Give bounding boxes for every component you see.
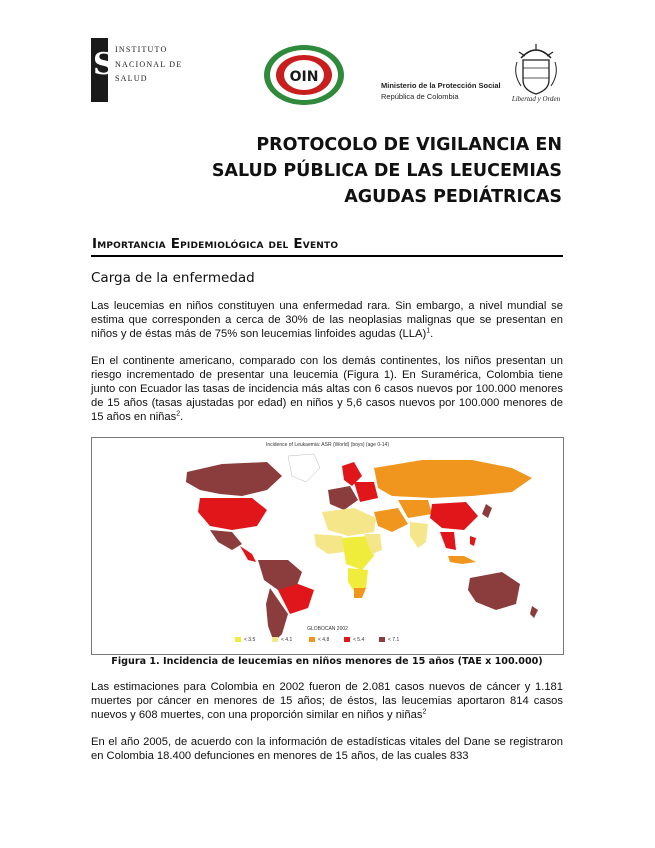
reference-mark: 2 [422,708,427,716]
institute-line: INSTITUTO [115,45,168,54]
legend-label: < 4.8 [318,637,330,643]
map-region-mexico [210,530,242,550]
title-line: PROTOCOLO DE VIGILANCIA EN [256,135,562,155]
map-region-greenland [288,454,320,482]
title-line: AGUDAS PEDIÁTRICAS [344,187,562,207]
map-region-philippines [470,536,476,546]
subheading: Carga de la enfermedad [91,270,255,286]
reference-mark: 1 [426,327,431,335]
map-region-australia [468,572,520,610]
paragraph-text: Las leucemias en niños constituyen una enfermedad rara. Sin embargo, a nivel mundial se estima que corresponden a cerca de 30% de las neoplasias malignas que se presentan en niños y de éstas más de 75% son leucemias linfoides agudas (LLA) [91,300,563,340]
title-line: SALUD PÚBLICA DE LAS LEUCEMIAS [211,161,562,181]
legend-swatch [344,637,350,642]
map-region-indonesia [448,556,476,564]
map-region-china [430,502,478,530]
legend-swatch [272,637,278,642]
legend-item [379,637,399,643]
institute-name [115,43,182,87]
map-source: GLOBOCAN 2002 [307,626,348,632]
map-region-usa [198,498,267,530]
map-title: Incidence of Leukaemia: ASR (World) (boys) (age 0-14) [265,442,390,448]
paragraph: En el año 2005, de acuerdo con la información de estadísticas vitales del Dane se registraron en Colombia 18.400 defunciones en menores de 15 años, de las cuales 833 [91,736,563,762]
legend-swatch [309,637,315,642]
map-region-russia [374,460,532,498]
map-region-southeast-asia [440,532,456,550]
legend-swatch [379,637,385,642]
map-region-central-asia [398,500,432,518]
legend-item [235,637,255,643]
legend-label: < 7.1 [388,637,400,643]
legend-swatch [235,637,241,642]
logo-s-mark: S [93,47,115,82]
map-region-western-europe [328,486,358,510]
legend-label: < 4.1 [281,637,293,643]
institute-line: NACIONAL DE [115,59,183,69]
legend-item [272,637,292,643]
shield-caption: Libertad y Orden [511,95,561,103]
legend-label: < 5.4 [353,637,365,643]
paragraph: Las leucemias en niños constituyen una enfermedad rara. Sin embargo, a nivel mundial se estima que corresponden a cerca de 30% de las neoplasias malignas que se presentan en niños y de éstas más de 75% son leucemias linfoides agudas (LLA)$^1$. [91,300,563,340]
map-region-central-america [240,546,256,562]
map-region-new-zealand [530,606,538,618]
reference-mark: 2 [176,410,181,418]
section-heading: Importancia Epidemiológica del Evento [92,236,339,252]
map-region-west-africa [314,534,344,554]
oin-emblem-logo [263,44,345,106]
document-title [212,132,562,210]
paragraph: En el continente americano, comparado con los demás continentes, los niños presentan un riesgo incrementado de presentar una leucemia (Figura 1). En Suramérica, Colombia tiene junto con Ecuador las tasas de incidencia más altas con 6 casos nuevos por 100.000 menores de 15 años (tasas ajustadas por edad) en niños y 5,6 casos nuevos por 100.000 menores de 15 años en niñas$^2$. [91,355,563,423]
paragraph-text: Las estimaciones para Colombia en 2002 fueron de 2.081 casos nuevos de cáncer y 1.181 muertes por cáncer en menores de 15 años; de éstos, las leucemias aportaron 814 casos nuevos y 608 muertes, con una proporción similar en niños y niñas [91,681,563,721]
map-region-south-africa [354,588,366,598]
paragraph [91,680,563,722]
ministry-title: Ministerio de la Protección Social [381,81,501,90]
ministry-block [381,80,501,102]
legend-item [309,637,329,643]
map-region-japan [482,504,492,518]
map-region-middle-east [374,508,408,532]
legend-item [344,637,364,643]
ministry-subtitle: República de Colombia [381,92,459,101]
oin-logo-text: OIN [289,69,319,85]
map-region-india [410,522,428,548]
paragraph-text: En el continente americano, comparado con los demás continentes, los niños presentan un riesgo incrementado de presentar una leucemia (Figura 1). En Suramérica, Colombia tiene junto con Ecuador las tasas de incidencia más altas con 6 casos nuevos por 100.000 menores de 15 años (tasas ajustadas por edad) en niños y 5,6 casos nuevos por 100.000 menores de 15 años en niñas [91,355,563,423]
map-region-canada [186,462,282,496]
instituto-nacional-salud-logo [91,38,191,102]
world-map-graphic [92,438,563,654]
legend-label: < 3.5 [244,637,256,643]
colombia-shield-icon [511,40,561,102]
institute-line: SALUD [115,74,148,83]
map-region-north-africa [322,508,376,536]
map-region-eastern-europe [354,482,378,502]
figure-world-map [91,437,564,655]
figure-caption: Figura 1. Incidencia de leucemias en niños menores de 15 años (TAE x 100.000) [111,656,543,667]
